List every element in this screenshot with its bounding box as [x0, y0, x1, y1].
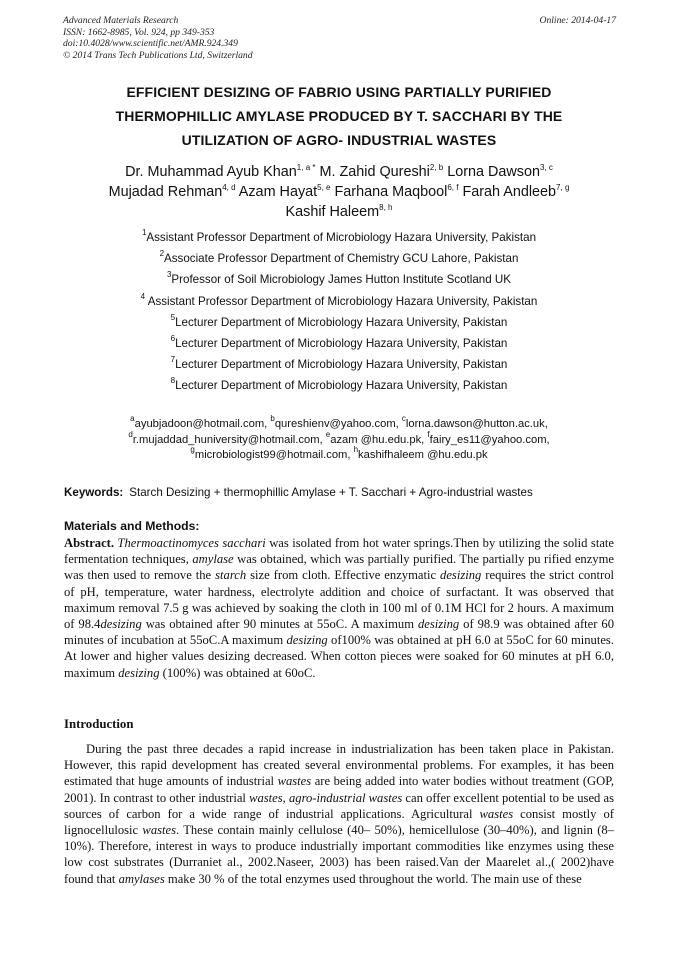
author-sup: 8, h: [379, 203, 393, 212]
email-link[interactable]: ayubjadoon@hotmail.com,: [134, 418, 271, 430]
author-name: Lorna Dawson: [447, 164, 540, 180]
author-name: Mujadad Rehman: [108, 184, 223, 200]
introduction-heading: Introduction: [64, 717, 134, 731]
author-sup: 6, f: [447, 183, 459, 192]
email-link[interactable]: microbiologist99@hotmail.com,: [194, 449, 354, 461]
doi-line: doi:10.4028/www.scientific.net/AMR.924.349: [63, 38, 238, 49]
email-link[interactable]: kashifhaleem @hu.edu.pk: [358, 449, 488, 461]
affiliation: $^4$ Assistant Professor Department of Microbiology Hazara University, Pakistan: [140, 291, 538, 308]
email-link[interactable]: r.mujaddad_huniversity@hotmail.com,: [132, 433, 326, 446]
author-name: M. Zahid Qureshi: [319, 164, 430, 180]
author-list: [60, 162, 618, 222]
author-name: Farah Andleeb: [462, 184, 557, 200]
email-line: $^d$r.mujaddad_huniversity@hotmail.com, $^e$azam @hu.edu.pk, $^f$fairy_es11@yahoo.com,: [128, 429, 550, 446]
author-name: Farhana Maqbool: [334, 184, 448, 200]
author-line: [60, 202, 618, 222]
email-list: [60, 414, 618, 464]
author-line: [60, 182, 618, 202]
paper-title: [60, 80, 618, 152]
affiliation-list: [60, 227, 618, 397]
affiliation: $^1$Assistant Professor Department of Microbiology Hazara University, Pakistan: [141, 228, 537, 244]
author-sup: 7, g: [556, 183, 570, 192]
email-line: $^a$ayubjadoon@hotmail.com, $^b$qureshienv@yahoo.com, $^c$lorna.dawson@hutton.ac.uk,: [130, 414, 548, 430]
author-name: Dr. Muhammad Ayub Khan: [125, 164, 297, 180]
title-line: EFFICIENT DESIZING OF FABRIO USING PARTIALLY PURIFIED: [126, 84, 552, 100]
email-link[interactable]: qureshienv@yahoo.com,: [274, 418, 402, 430]
affiliation: $^3$Professor of Soil Microbiology James Hutton Institute Scotland UK: [166, 270, 512, 287]
issn-line: ISSN: 1662-8985, Vol. 924, pp 349-353: [63, 26, 215, 38]
author-sup: 5, e: [317, 183, 331, 192]
keywords-label: Keywords:: [64, 486, 124, 499]
introduction-text: During the past three decades a rapid increase in industrialization has been taken place in Pakistan. However, this rapid development has created several environmental problems. For examples, it has been estimated that huge amounts of industrial wastes are being added into water bodies without treatment (GOP, 2001). In contrast to other industrial wastes, agro-industrial wastes can offer excellent potential to be used as sources of carbon for a wide range of industrial applications. Agricultural wastes consist mostly of lignocellulosic wastes. These contain mainly cellulose (40– 50%), hemicellulose (30–40%), and lignin (8–10%). Therefore, interest in ways to produce industrially important commodities like enzymes using these low cost substrates (Durraniet al., 2002.Naseer, 2003) has been raised.Van der Maarelet al.,( 2002)have found that amylases make 30 % of the total enzymes used throughout the world. The main use of these: [64, 742, 614, 886]
title-line: THERMOPHILLIC AMYLASE PRODUCED BY T. SACCHARI BY THE: [115, 108, 563, 124]
affiliation: $^7$Lecturer Department of Microbiology Hazara University, Pakistan: [170, 355, 508, 372]
email-link[interactable]: fairy_es11@yahoo.com,: [429, 433, 550, 446]
online-date: Online: 2014-04-17: [539, 15, 616, 26]
author-sup: 3, c: [540, 163, 553, 172]
author-line: [60, 162, 618, 182]
author-name: Kashif Haleem: [285, 204, 380, 220]
affiliation: $^6$Lecturer Department of Microbiology Hazara University, Pakistan: [170, 334, 508, 351]
title-line: UTILIZATION OF AGRO- INDUSTRIAL WASTES: [181, 132, 497, 148]
keywords: [64, 486, 616, 499]
author-name: Azam Hayat: [238, 184, 318, 200]
affiliation: $^5$Lecturer Department of Microbiology Hazara University, Pakistan: [170, 312, 508, 329]
abstract-label: Abstract.: [64, 536, 115, 550]
email-link[interactable]: lorna.dawson@hutton.ac.uk,: [405, 418, 548, 430]
author-sup: 1, a *: [296, 163, 316, 172]
affiliation: $^8$Lecturer Department of Microbiology Hazara University, Pakistan: [170, 376, 508, 393]
email-link[interactable]: azam @hu.edu.pk,: [330, 433, 428, 446]
affiliation: $^2$Associate Professor Department of Chemistry GCU Lahore, Pakistan: [159, 249, 519, 266]
abstract: Abstract. Thermoactinomyces sacchari was isolated from hot water springs.Then by utilizing the solid state fermentation techniques, amylase was obtained, which was partially purified. The partially pu rified enzyme was then used to remove the starch size from cloth. Effective enzymatic desizing requires the strict control of pH, temperature, water hardness, electrolyte addition and choice of surfactant. It was observed that maximum removal 7.5 g was achieved by soaking the cloth in 100 ml of 0.1M HCl for 2 hours. A maximum of 98.4desizing was obtained after 90 minutes at 55oC. A maximum desizing of 98.9 was obtained after 60 minutes of incubation at 55oC.A maximum desizing of100% was obtained at pH 6.0 at 55oC for 60 minutes. At lower and higher values desizing decreased. When cotton pieces were soaked for 60 minutes at pH 6.0, maximum desizing (100%) was obtained at 60oC.: [64, 536, 614, 680]
author-sup: 4, d: [222, 183, 236, 192]
email-line: $^g$microbiologist99@hotmail.com, $^h$kashifhaleem @hu.edu.pk: [190, 445, 488, 461]
copyright-line: © 2014 Trans Tech Publications Ltd, Switzerland: [63, 49, 253, 61]
keywords-text: Starch Desizing + thermophillic Amylase + T. Sacchari + Agro-industrial wastes: [129, 486, 533, 499]
journal-name: Advanced Materials Research: [63, 15, 179, 26]
author-sup: 2, b: [429, 163, 444, 172]
journal-header: [63, 15, 253, 61]
materials-heading: Materials and Methods:: [64, 519, 200, 533]
